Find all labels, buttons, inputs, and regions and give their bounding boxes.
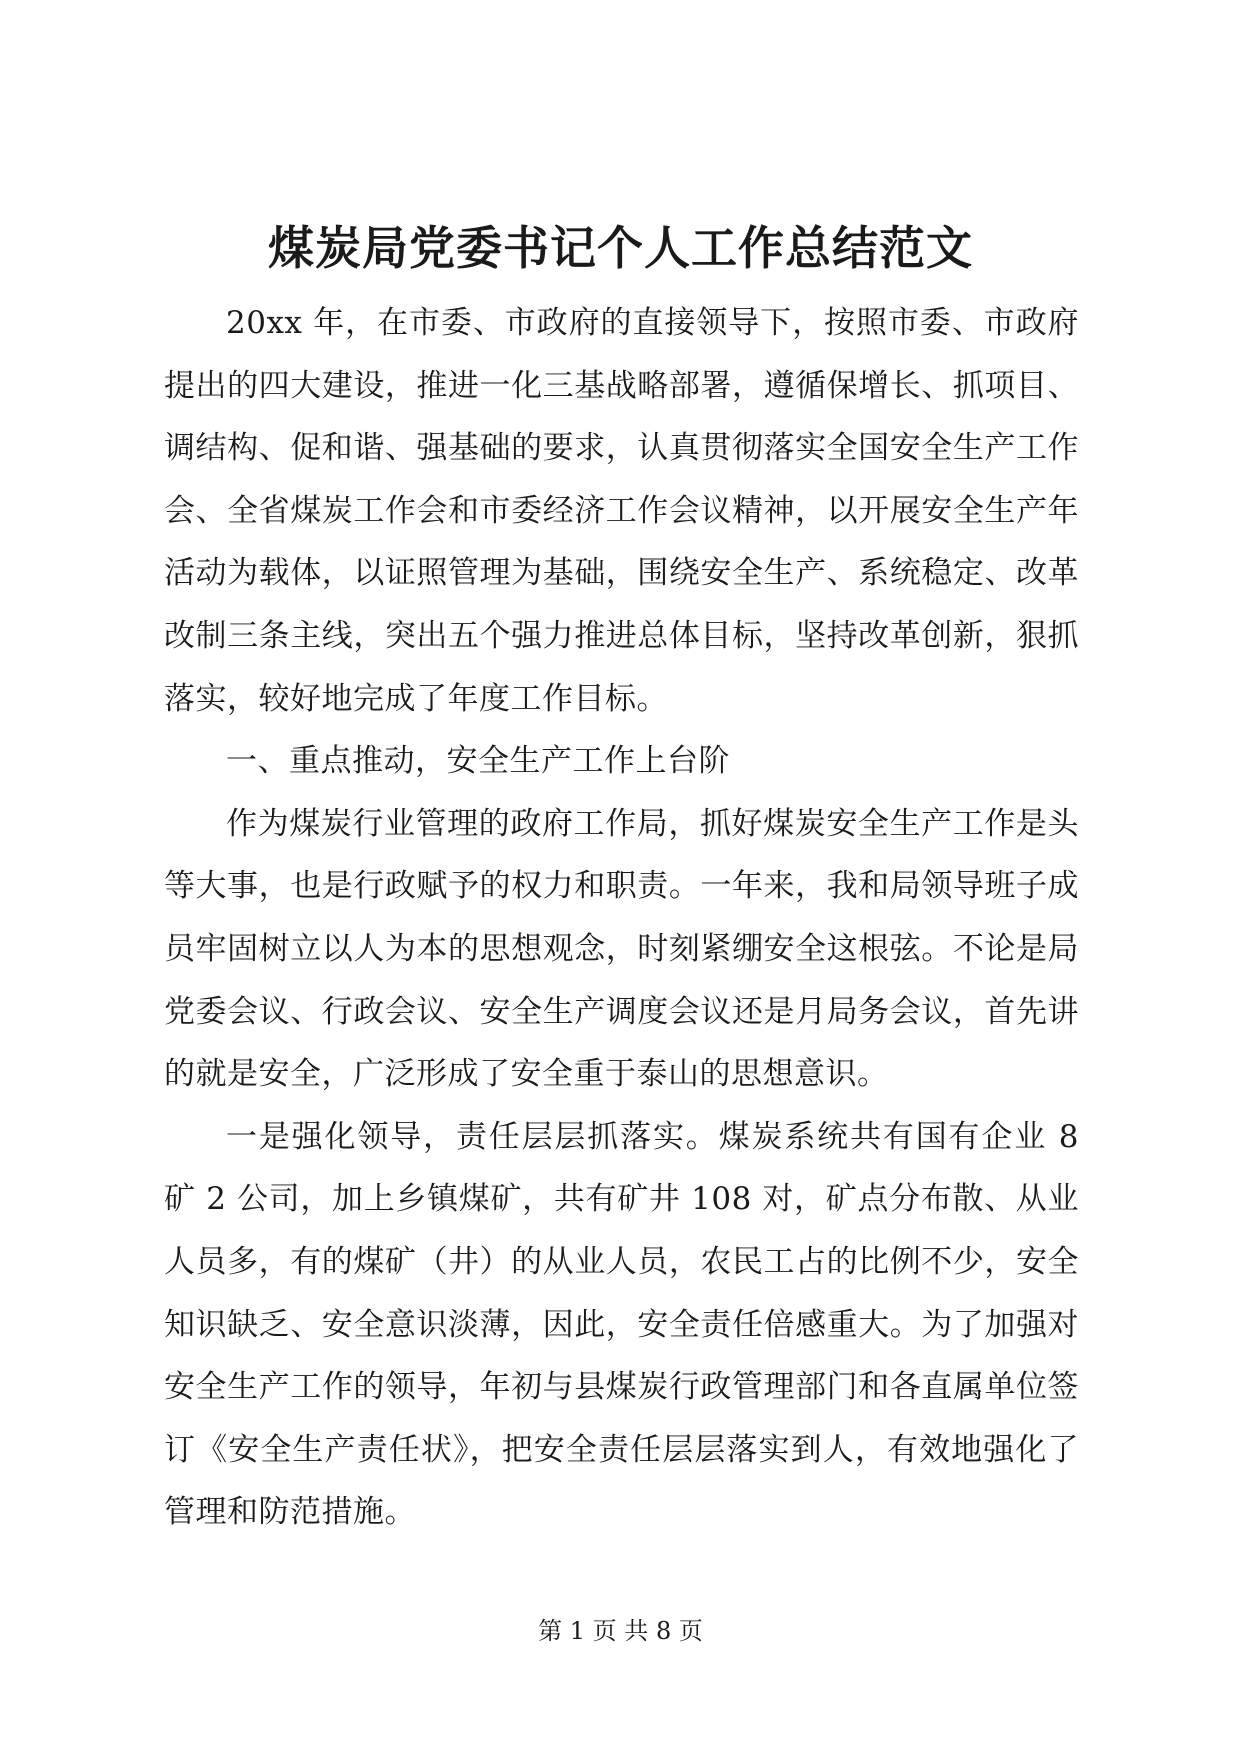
page-footer: 第 1 页 共 8 页 <box>538 1617 703 1645</box>
paragraph-section-1: 作为煤炭行业管理的政府工作局，抓好煤炭安全生产工作是头等大事，也是行政赋予的权力和职责。一年来，我和局领导班子成员牢固树立以人为本的思想观念，时刻紧绷安全这根弦。不论是局党委会议、行政会议、安全生产调度会议还是月局务会议，首先讲的就是安全，广泛形成了安全重于泰山的思想意识。 <box>164 805 1079 1093</box>
paragraph-item-1: 一是强化领导，责任层层抓落实。煤炭系统共有国有企业 8 矿 2 公司，加上乡镇煤矿，共有矿井 108 对，矿点分布散、从业人员多，有的煤矿（井）的从业人员，农民工占的比例不少，安全知识缺乏、安全意识淡薄，因此，安全责任倍感重大。为了加强对安全生产工作的领导，年初与县煤炭行政管理部门和各直属单位签订《安全生产责任状》，把安全责任层层落实到人，有效地强化了管理和防范措施。 <box>164 1118 1079 1531</box>
section-heading-1: 一、重点推动，安全生产工作上台阶 <box>226 743 730 780</box>
document-title: 煤炭局党委书记个人工作总结范文 <box>268 221 973 275</box>
paragraph-intro: 20xx 年，在市委、市政府的直接领导下，按照市委、市政府提出的四大建设，推进一化三基战略部署，遵循保增长、抓项目、调结构、促和谐、强基础的要求，认真贯彻落实全国安全生产工作会、全省煤炭工作会和市委经济工作会议精神，以开展安全生产年活动为载体，以证照管理为基础，围绕安全生产、系统稳定、改革改制三条主线，突出五个强力推进总体目标，坚持改革创新，狠抓落实，较好地完成了年度工作目标。 <box>164 305 1079 717</box>
document-body <box>164 292 1079 1544</box>
